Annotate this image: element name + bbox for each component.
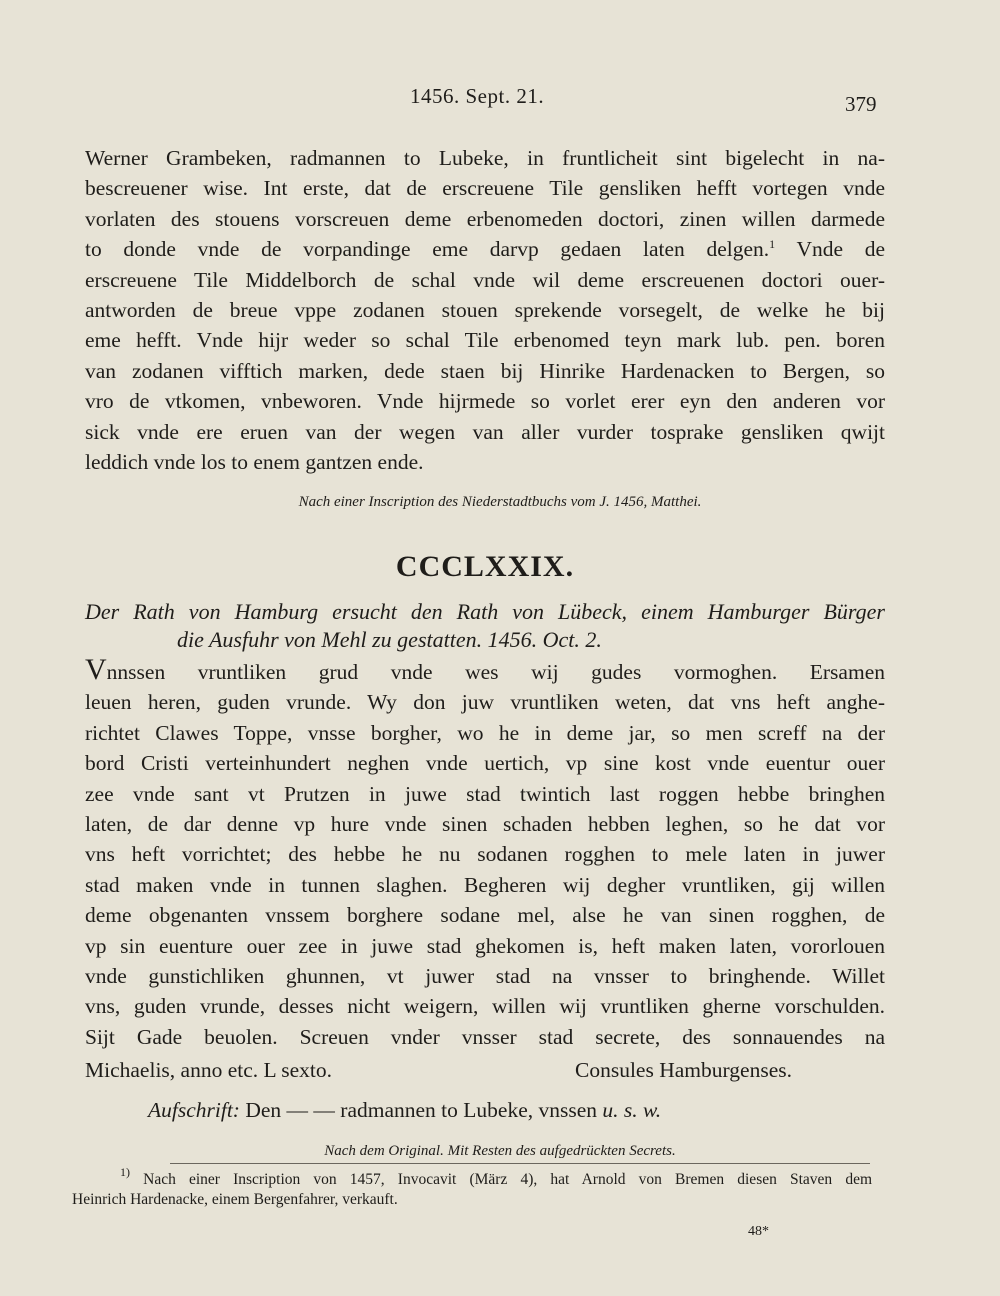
- text-line: vorlaten des stouens vorscreuen deme erbenomeden doctori, zinen willen darmede: [85, 206, 885, 231]
- closing-signatory: Consules Hamburgenses.: [575, 1058, 792, 1082]
- text-line: vnde gunstichliken ghunnen, vt juwer stad na vnsser to bringhende. Willet: [85, 964, 885, 989]
- text-segment: to donde vnde de vorpandinge eme darvp gedaen laten delgen.: [85, 237, 770, 262]
- footnote-line: Heinrich Hardenacke, einem Bergenfahrer, verkauft.: [72, 1191, 398, 1208]
- text-line: van zodanen vifftich marken, dede staen bij Hinrike Hardenacken to Bergen, so: [85, 358, 885, 383]
- text-line: Sijt Gade beuolen. Screuen vnder vnsser stad secrete, des sonnauendes na: [85, 1024, 885, 1049]
- footnote: [72, 1165, 872, 1210]
- text-line: vp sin euenture ouer zee in juwe stad ghekomen is, heft maken laten, vororlouen: [85, 933, 885, 958]
- text-line: zee vnde sant vt Prutzen in juwe stad twintich last roggen hebbe bringhen: [85, 781, 885, 806]
- document-text-2: [85, 657, 885, 1052]
- inscription-text: Den — — radmannen to Lubeke, vnssen: [239, 1098, 603, 1122]
- document-number: CCCLXXIX.: [395, 550, 575, 583]
- closing-date: Michaelis, anno etc. L sexto.: [85, 1058, 332, 1082]
- text-line: stad maken vnde in tunnen slaghen. Begheren wij degher vruntliken, gij willen: [85, 872, 885, 897]
- text-line: vns, guden vrunde, desses nicht weigern, willen wij vruntliken gherne vorschulden.: [85, 994, 885, 1019]
- text-line: richtet Clawes Toppe, vnsse borgher, wo he in deme jar, so men screff na der: [85, 720, 885, 745]
- source-note-1: Nach einer Inscription des Niederstadtbuchs vom J. 1456, Matthei.: [298, 494, 702, 510]
- footnote-text: Nach einer Inscription von 1457, Invocavit (März 4), hat Arnold von Bremen diesen Staven dem: [130, 1171, 872, 1188]
- text-line: eme hefft. Vnde hijr weder so schal Tile erbenomed teyn mark lub. pen. boren: [85, 328, 885, 353]
- footnote-divider: [170, 1163, 870, 1164]
- text-line: sick vnde ere eruen van der wegen van aller vurder tosprake gensliken qwijt: [85, 419, 885, 444]
- document-text-1: [85, 143, 885, 477]
- text-line: leuen heren, guden vrunde. Wy don juw vruntliken weten, dat vns heft anghe-: [85, 690, 885, 715]
- text-line: leddich vnde los to enem gantzen ende.: [85, 450, 424, 475]
- running-header: [0, 84, 1000, 114]
- header-date: 1456. Sept. 21.: [410, 84, 545, 108]
- document-title: [85, 598, 885, 654]
- footnote-number: 1): [120, 1165, 130, 1179]
- title-line: die Ausfuhr von Mehl zu gestatten. 1456. Oct. 2.: [177, 627, 602, 652]
- text-line: antworden de breue vppe zodanen stouen sprekende vorsegelt, de welke he bij: [85, 298, 885, 323]
- text-segment: Vnde de: [775, 237, 885, 262]
- text-line: bord Cristi verteinhundert neghen vnde uertich, vp sine kost vnde euentur ouer: [85, 751, 885, 776]
- text-line: [85, 657, 885, 687]
- text-line: laten, de dar denne vp hure vnde sinen schaden hebben leghen, so he dat vor: [85, 812, 885, 837]
- page-number: 379: [845, 92, 877, 116]
- text-line: deme obgenanten vnssem borghere sodane mel, alse he van sinen rogghen, de: [85, 903, 885, 928]
- text-segment: nnssen vruntliken grud vnde wes wij gudes vormoghen. Ersamen: [106, 660, 885, 684]
- source-note-2: Nach dem Original. Mit Resten des aufgedrückten Secrets.: [324, 1143, 676, 1159]
- text-line: bescreuener wise. Int erste, dat de erscreuene Tile gensliken hefft vortegen vnde: [85, 176, 885, 201]
- text-line: vns heft vorrichtet; des hebbe he nu sodanen rogghen to mele laten in juwer: [85, 842, 885, 867]
- text-line: erscreuene Tile Middelborch de schal vnde wil deme erscreuenen doctori ouer-: [85, 267, 885, 292]
- text-line: [85, 234, 885, 264]
- title-line: Der Rath von Hamburg ersucht den Rath von Lübeck, einem Hamburger Bürger: [85, 599, 885, 624]
- inscription-label: Aufschrift:: [148, 1098, 240, 1122]
- address-inscription: [148, 1098, 661, 1123]
- inscription-abbr: u. s. w.: [602, 1098, 662, 1122]
- printer-signature: 48*: [748, 1224, 769, 1239]
- initial-letter: V: [85, 657, 107, 686]
- footnote-mark: 1: [769, 237, 776, 252]
- footnote-line: [72, 1165, 872, 1190]
- text-line: Werner Grambeken, radmannen to Lubeke, in fruntlicheit sint bigelecht in na-: [85, 146, 885, 170]
- text-line: vro de vtkomen, vnbeworen. Vnde hijrmede so vorlet erer eyn den anderen vor: [85, 389, 885, 414]
